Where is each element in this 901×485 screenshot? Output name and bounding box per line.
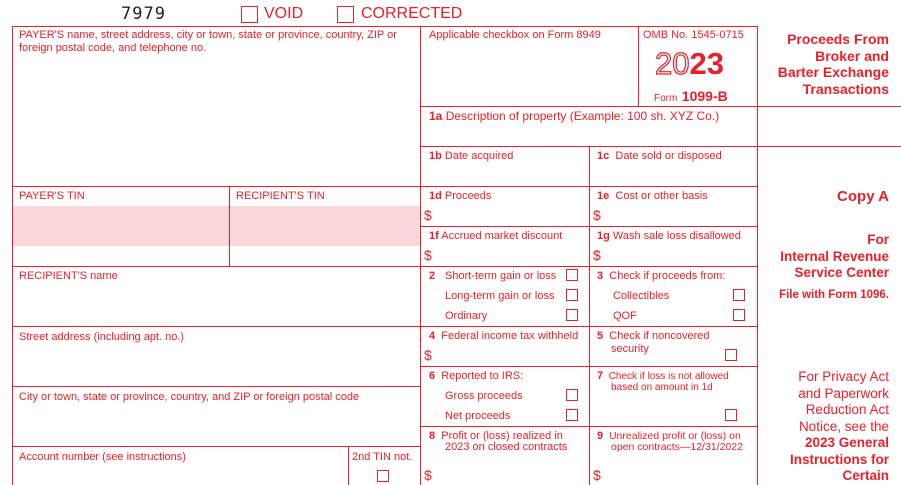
form-id: 7979 — [121, 4, 166, 24]
void-label: VOID — [264, 5, 304, 22]
box-1e-label: 1e Cost or other basis — [597, 190, 708, 202]
title-line-1: Proceeds From — [787, 31, 889, 47]
tax-year-prefix: 20 — [655, 46, 690, 81]
line-payer-bottom — [12, 186, 421, 187]
irs-line-2: Service Center — [794, 265, 889, 280]
box-1g-dollar: $ — [593, 247, 601, 263]
line-4-top — [421, 326, 758, 327]
form-title — [778, 31, 889, 97]
privacy-line-2: and Paperwork — [798, 385, 889, 401]
payer-name-label: PAYER'S name, street address, city or town, state or province, country, ZIP or foreign postal code, and telephone no. — [19, 29, 397, 54]
box-9-label: 9 Unrealized profit or (loss) on — [597, 430, 741, 442]
box-2-ordinary-label: Ordinary — [445, 310, 488, 322]
box-7-label: 7 Check if loss is not allowed — [597, 370, 729, 382]
irs-block — [780, 232, 889, 282]
box-1d-label: 1d Proceeds — [429, 190, 492, 202]
privacy-line-3: Reduction Act — [805, 402, 889, 417]
form-border-top — [12, 26, 758, 27]
box-1a-label: 1a Description of property (Example: 100 sh. XYZ Co.) — [429, 109, 720, 123]
box-2-ordinary-checkbox[interactable] — [566, 309, 578, 321]
left-column-divider — [420, 26, 421, 485]
form-8949-checkbox-label: Applicable checkbox on Form 8949 — [429, 29, 601, 41]
box-3-collectibles-label: Collectibles — [613, 290, 670, 302]
box-5-label: 5 Check if noncovered — [597, 330, 710, 342]
recipient-tin-field[interactable] — [230, 206, 420, 246]
omb-box-divider — [638, 26, 639, 106]
box-8-label: 8 Profit or (loss) realized in — [429, 430, 563, 442]
box-column-middle — [589, 146, 590, 485]
corrected-checkbox[interactable] — [337, 6, 354, 23]
corrected-label: CORRECTED — [361, 5, 463, 22]
box-5-label-line2: security — [611, 343, 649, 355]
title-line-3: Barter Exchange — [777, 64, 889, 80]
privacy-line-5: 2023 General — [804, 435, 889, 450]
box-2-short-term-label: Short-term gain or loss — [445, 270, 557, 282]
title-line-4: Transactions — [802, 80, 889, 97]
box-6-label: 6 Reported to IRS: — [429, 370, 524, 382]
privacy-line-7: Certain — [842, 468, 889, 483]
account-divider — [348, 446, 349, 485]
line-6-top — [421, 366, 758, 367]
privacy-notice — [790, 369, 889, 485]
box-3-qof-label: QOF — [613, 310, 637, 322]
account-number-label: Account number (see instructions) — [19, 451, 186, 463]
irs-line-1: Internal Revenue — [780, 248, 889, 264]
box-1d-dollar: $ — [424, 207, 432, 223]
box-9-dollar: $ — [593, 467, 601, 483]
box-1g-label: 1g Wash sale loss disallowed — [597, 230, 741, 242]
line-name-bottom — [12, 326, 421, 327]
privacy-line-4: Notice, see the — [798, 418, 889, 434]
recipient-name-label: RECIPIENT'S name — [19, 270, 118, 282]
tin-divider — [229, 186, 230, 266]
box-3-qof-checkbox[interactable] — [733, 309, 745, 321]
box-5-noncovered-checkbox[interactable] — [725, 349, 737, 361]
box-6-gross-checkbox[interactable] — [566, 389, 578, 401]
box-1b-label: 1b Date acquired — [429, 150, 514, 162]
box-4-label: 4 Federal income tax withheld — [429, 330, 579, 342]
void-checkbox[interactable] — [241, 6, 258, 23]
line-1d-top — [421, 186, 758, 187]
omb-number: OMB No. 1545-0715 — [643, 29, 744, 41]
line-2-top — [421, 266, 758, 267]
recipient-tin-label: RECIPIENT'S TIN — [236, 190, 325, 202]
box-4-dollar: $ — [424, 347, 432, 363]
for-label: For — [867, 232, 889, 247]
box-6-gross-label: Gross proceeds — [445, 390, 523, 402]
box-1f-dollar: $ — [424, 247, 432, 263]
form-name — [654, 88, 728, 106]
box-3-collectibles-checkbox[interactable] — [733, 289, 745, 301]
line-1b-top — [421, 146, 901, 147]
line-tin-bottom — [12, 266, 421, 267]
form-word: Form — [654, 93, 678, 104]
box-2-short-term-checkbox[interactable] — [566, 269, 578, 281]
box-9-label-line2: open contracts—12/31/2022 — [611, 441, 743, 453]
tax-year — [655, 47, 724, 81]
box-6-net-checkbox[interactable] — [566, 409, 578, 421]
file-with-1096: File with Form 1096. — [779, 289, 889, 301]
box-column-right-edge — [757, 26, 758, 485]
city-label: City or town, state or province, country, and ZIP or foreign postal code — [19, 391, 360, 403]
copy-a-label: Copy A — [837, 188, 889, 205]
box-3-label: 3 Check if proceeds from: — [597, 270, 726, 282]
street-address-label: Street address (including apt. no.) — [19, 331, 185, 343]
line-city-bottom — [12, 446, 421, 447]
tax-year-suffix: 23 — [689, 46, 724, 81]
box-2-num: 2 — [429, 270, 436, 282]
payer-tin-label: PAYER'S TIN — [19, 190, 85, 202]
line-1a-top — [421, 106, 901, 107]
box-8-dollar: $ — [424, 467, 432, 483]
box-1e-dollar: $ — [593, 207, 601, 223]
second-tin-checkbox[interactable] — [377, 470, 389, 482]
line-street-bottom — [12, 386, 421, 387]
privacy-line-1: For Privacy Act — [798, 369, 889, 384]
title-line-2: Broker and — [815, 47, 889, 64]
line-8-top — [421, 426, 758, 427]
box-8-label-line2: 2023 on closed contracts — [445, 441, 568, 453]
line-1f-top — [421, 226, 758, 227]
payer-tin-field[interactable] — [13, 206, 229, 246]
box-6-net-label: Net proceeds — [445, 410, 511, 422]
box-2-long-term-checkbox[interactable] — [566, 289, 578, 301]
form-border-left — [12, 26, 13, 485]
box-7-label-line2: based on amount in 1d — [611, 382, 713, 393]
box-1c-label: 1c Date sold or disposed — [597, 150, 722, 162]
second-tin-label: 2nd TIN not. — [352, 451, 413, 463]
form-number: 1099-B — [681, 88, 728, 104]
box-7-loss-not-allowed-checkbox[interactable] — [725, 409, 737, 421]
privacy-line-6: Instructions for — [789, 451, 889, 467]
box-1f-label: 1f Accrued market discount — [429, 230, 563, 242]
box-2-long-term-label: Long-term gain or loss — [445, 290, 555, 302]
